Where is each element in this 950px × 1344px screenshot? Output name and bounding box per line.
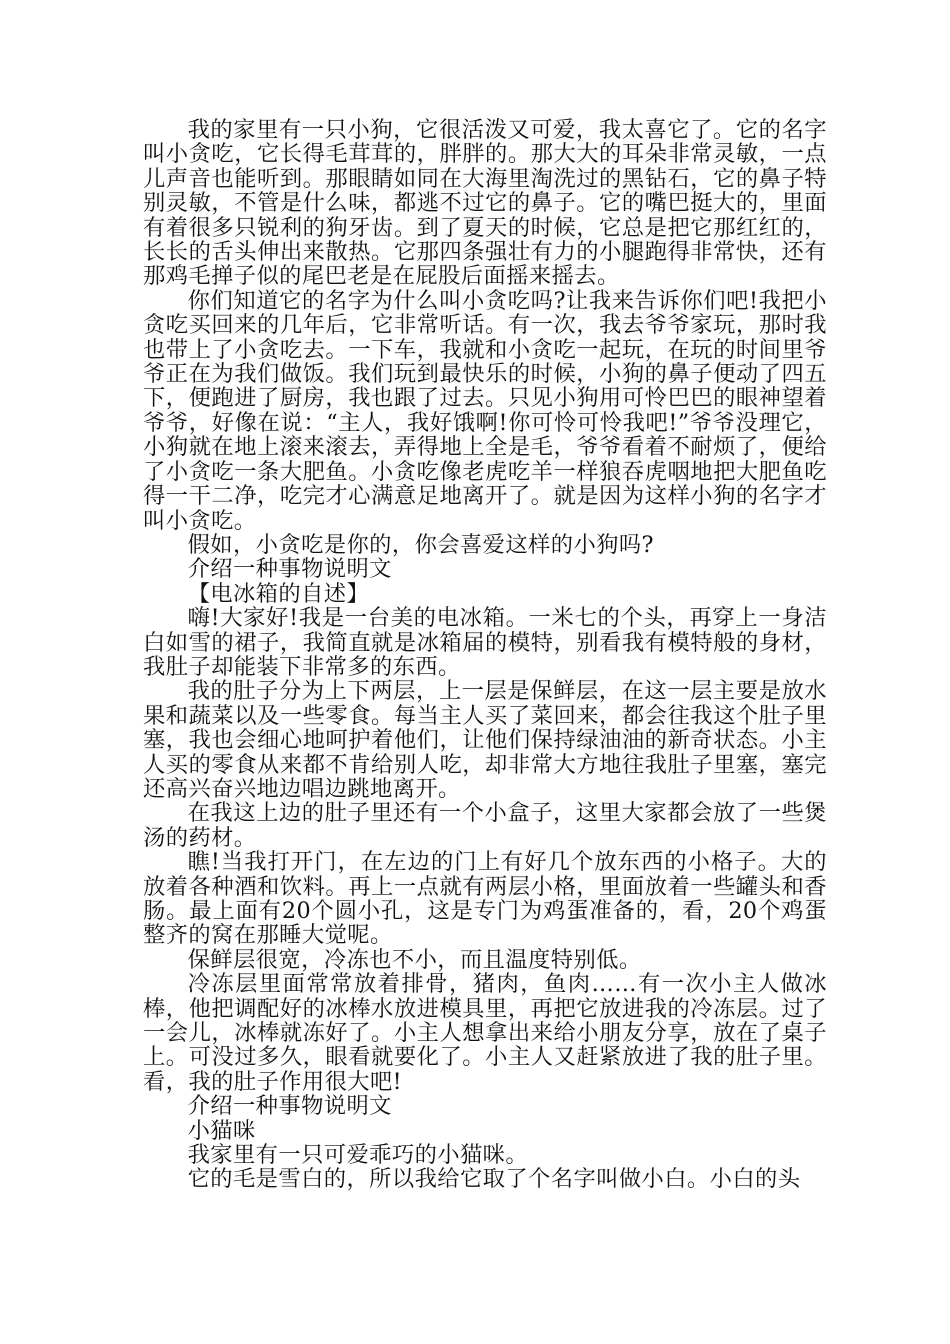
- paragraph-dog-question: 假如，小贪吃是你的，你会喜爱这样的小狗吗?: [187, 531, 654, 558]
- section-heading-expository-2: 介绍一种事物说明文: [187, 1093, 392, 1120]
- paragraph-fridge-door: 瞧!当我打开门，在左边的门上有好几个放东西的小格子。大的放着各种酒和饮料。再上一点就有两层小格，里面放着一些罐头和香肠。最上面有20个圆小孔，这是专门为鸡蛋准备的，看，20个鸡蛋整齐的窝在那睡大觉呢。: [143, 849, 827, 949]
- paragraph-dog-description: 我的家里有一只小狗，它很活泼又可爱，我太喜它了。它的名字叫小贪吃，它长得毛茸茸的，胖胖的。那大大的耳朵非常灵敏，一点儿声音也能听到。那眼睛如同在大海里淘洗过的黑钻石，它的鼻子特别灵敏，不管是什么味，都逃不过它的鼻子。它的嘴巴挺大的，里面有着很多只锐利的狗牙齿。到了夏天的时候，它总是把它那红红的，长长的舌头伸出来散热。它那四条强壮有力的小腿跑得非常快，还有那鸡毛掸子似的尾巴老是在屁股后面摇来摇去。: [143, 117, 827, 290]
- paragraph-fridge-fresh-layer: 我的肚子分为上下两层，上一层是保鲜层，在这一层主要是放水果和蔬菜以及一些零食。每当主人买了菜回来，都会往我这个肚子里塞，我也会细心地呵护着他们，让他们保持绿油油的新奇状态。小主人买的零食从来都不肯给别人吃，却非常大方地往我肚子里塞，塞完还高兴奋兴地边唱边跳地离开。: [143, 678, 827, 802]
- paragraph-fridge-freezer: 冷冻层里面常常放着排骨，猪肉，鱼肉……有一次小主人做冰棒，他把调配好的冰棒水放进模具里，再把它放进我的冷冻层。过了一会儿，冰棒就冻好了。小主人想拿出来给小朋友分享，放在了桌子上。可没过多久，眼看就要化了。小主人又赶紧放进了我的肚子里。看，我的肚子作用很大吧!: [143, 971, 827, 1095]
- section-title-cat: 小猫咪: [187, 1117, 256, 1144]
- paragraph-dog-name-story: 你们知道它的名字为什么叫小贪吃吗?让我来告诉你们吧!我把小贪吃买回来的几年后，它非常听话。有一次，我去爷爷家玩，那时我也带上了小贪吃去。一下车，我就和小贪吃一起玩，在玩的时间里爷爷正在为我们做饭。我们玩到最快乐的时候，小狗的鼻子便动了四五下，便跑进了厨房，我也跟了过去。只见小狗用可怜巴巴的眼神望着爷爷，好像在说：“主人，我好饿啊!你可怜可怜我吧!”爷爷没理它，小狗就在地上滚来滚去，弄得地上全是毛，爷爷看着不耐烦了，便给了小贪吃一条大肥鱼。小贪吃像老虎吃羊一样狼吞虎咽地把大肥鱼吃得一干二净，吃完才心满意足地离开了。就是因为这样小狗的名字才叫小贪吃。: [143, 287, 827, 534]
- paragraph-fridge-size: 保鲜层很宽，冷冻也不小，而且温度特别低。: [187, 946, 642, 973]
- paragraph-fridge-box: 在我这上边的肚子里还有一个小盒子，这里大家都会放了一些煲汤的药材。: [143, 800, 827, 851]
- section-heading-expository: 介绍一种事物说明文: [187, 556, 392, 583]
- document-body: [143, 118, 827, 1192]
- section-title-fridge: 【电冰箱的自述】: [187, 580, 370, 607]
- paragraph-cat-fur: 它的毛是雪白的，所以我给它取了个名字叫做小白。小白的头: [187, 1166, 801, 1193]
- paragraph-cat-intro: 我家里有一只可爱乖巧的小猫咪。: [187, 1142, 529, 1169]
- paragraph-fridge-intro: 嗨!大家好!我是一台美的电冰箱。一米七的个头，再穿上一身洁白如雪的裙子，我简直就是冰箱届的模特，别看我有模特般的身材，我肚子却能装下非常多的东西。: [143, 605, 827, 680]
